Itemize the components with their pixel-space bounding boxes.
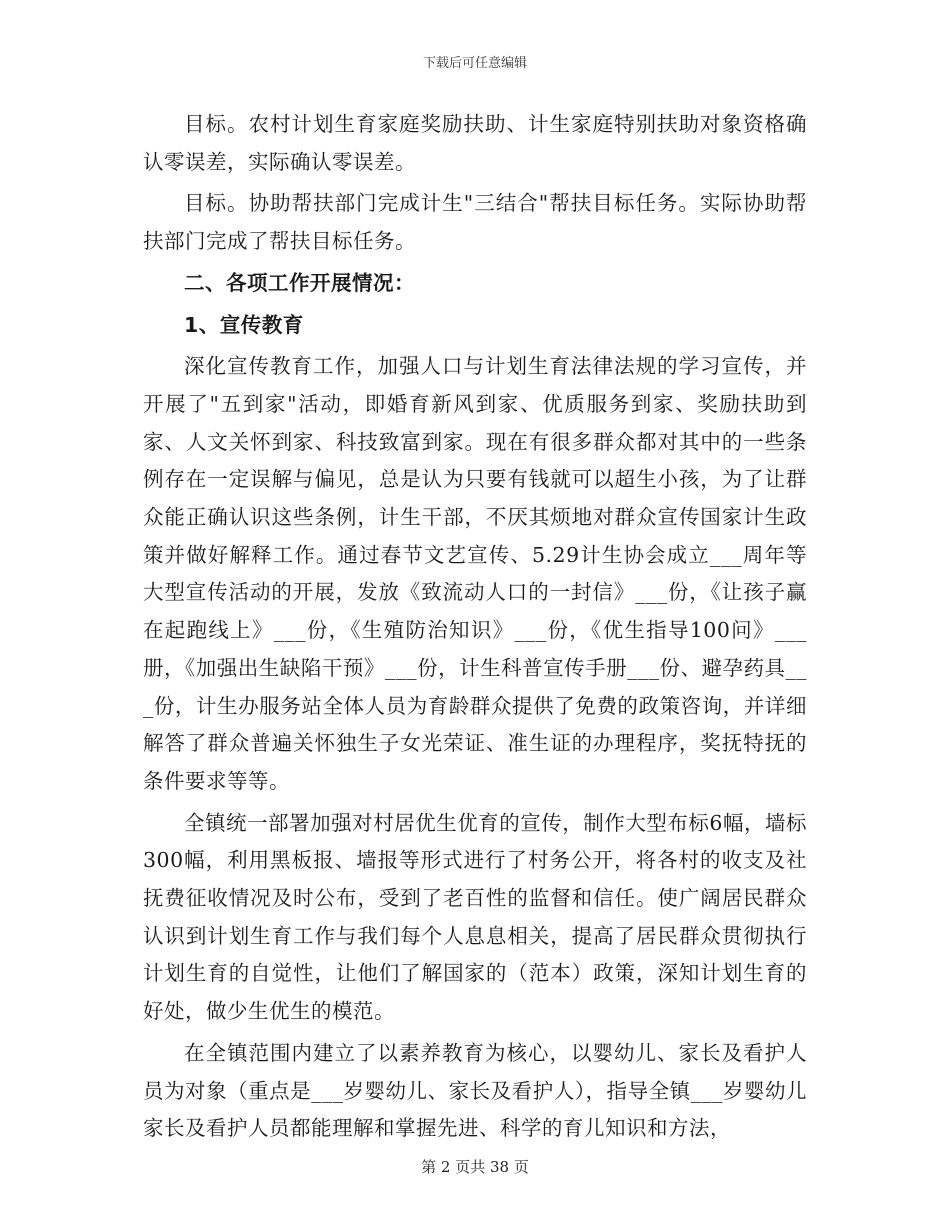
paragraph-infant-education: 在全镇范围内建立了以素养教育为核心，以婴幼儿、家长及看护人员为对象（重点是___岁婴幼儿、家长及看护人），指导全镇___岁婴幼儿家长及看护人员都能理解和掌握先进、科学的育儿知识和方法， [143, 1040, 807, 1141]
document-body [143, 106, 807, 1148]
section-heading: 二、各项工作开展情况： [184, 270, 415, 295]
paragraph-goal-2: 目标。协助帮扶部门完成计生"三结合"帮扶目标任务。实际协助帮扶部门完成了帮扶目标任务。 [143, 191, 807, 254]
paragraph-goal-1: 目标。农村计划生育家庭奖励扶助、计生家庭特别扶助对象资格确认零误差，实际确认零误差。 [143, 112, 807, 174]
page-footer: 第 2 页共 38 页 [421, 1158, 529, 1176]
paragraph-publicity: 深化宣传教育工作，加强人口与计划生育法律法规的学习宣传，并开展了"五到家"活动，即婚育新风到家、优质服务到家、奖励扶助到家、人文关怀到家、科技致富到家。现在有很多群众都对其中的一些条例存在一定误解与偏见，总是认为只要有钱就可以超生小孩，为了让群众能正确认识这些条例，计生干部，不厌其烦地对群众宣传国家计生政策并做好解释工作。通过春节文艺宣传、5.29计生协会成立___周年等大型宣传活动的开展，发放《致流动人口的一封信》___份，《让孩子赢在起跑线上》___份，《生殖防治知识》___份，《优生指导100问》___册，《加强出生缺陷干预》___份，计生科普宣传手册___份、避孕药具___份，计生办服务站全体人员为育龄群众提供了免费的政策咨询，并详细解答了群众普遍关怀独生子女光荣证、准生证的办理程序，奖抚特抚的条件要求等等。 [143, 354, 807, 793]
page-header: 下载后可任意编辑 [422, 56, 527, 71]
subsection-heading: 1、宣传教育 [184, 312, 304, 337]
paragraph-town-deployment: 全镇统一部署加强对村居优生优育的宣传，制作大型布标6幅，墙标300幅，利用黑板报、墙报等形式进行了村务公开，将各村的收支及社抚费征收情况及时公布，受到了老百性的监督和信任。使广阔居民群众认识到计划生育工作与我们每个人息息相关，提高了居民群众贯彻执行计划生育的自觉性，让他们了解国家的（范本）政策，深知计划生育的好处，做少生优生的模范。 [143, 810, 807, 1024]
